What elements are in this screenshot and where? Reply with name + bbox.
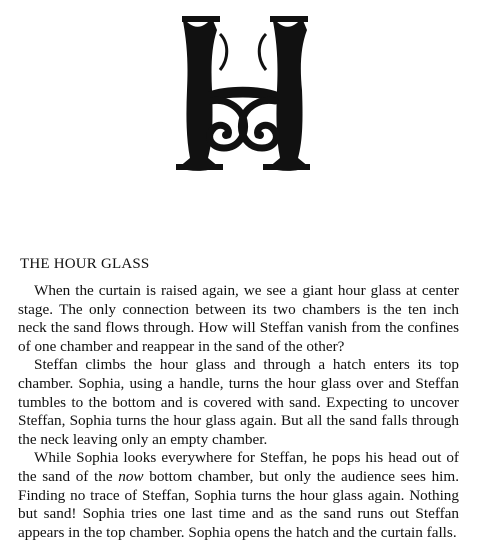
body-text	[18, 282, 459, 542]
emphasized-word-now: now	[118, 467, 144, 485]
paragraph-2: Steffan climbs the hour glass and through a hatch enters its top chamber. Sophia, using a handle, turns the hour glass over and Steffan tumbles to the bottom and is covered with sand. Expecting to uncover Steffan, Sophia turns the hour glass again. But all the sand falls through the neck leaving only an empty chamber.	[18, 356, 459, 448]
paragraph-3	[18, 449, 459, 542]
chapter-title: THE HOUR GLASS	[20, 256, 150, 272]
ornamental-letter-h-icon	[168, 12, 318, 172]
paragraph-3-end: bottom chamber, but only the audience sees him. Finding no trace of Steffan, Sophia turns the hour glass again. Nothing but sand! Sophia tries one last time and as the sand runs out Steffan appears in the top chamber. Sophia opens the hatch and the curtain falls.	[18, 467, 459, 541]
paragraph-1: When the curtain is raised again, we see a giant hour glass at center stage. The only connection between its two chambers is the ten inch neck the sand flows through. How will Steffan vanish from the confines of one chamber and reappear in the sand of the other?	[18, 282, 459, 355]
paragraph-3-start: While Sophia looks everywhere for Steffan, he pops his head out of the sand of the	[18, 449, 459, 485]
